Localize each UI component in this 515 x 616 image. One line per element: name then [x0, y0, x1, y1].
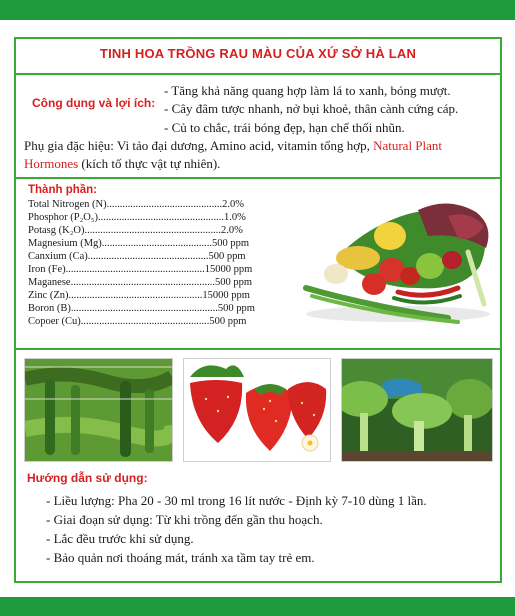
- additive-highlight: Hormones: [24, 156, 79, 171]
- ingredient-row: [28, 263, 252, 276]
- ingredient-dots: ..............................................: [87, 251, 209, 262]
- additive-prefix: Phụ gia đặc hiệu: Vi tảo đại dương, Amino acid, vitamin tổng hợp,: [24, 138, 370, 153]
- ingredient-name: Phosphor (P₂O₅): [28, 212, 99, 223]
- ingredient-dots: ....................................................: [84, 225, 221, 236]
- ingredient-dots: ................................................: [98, 212, 225, 223]
- ingredient-name: Magnesium (Mg): [28, 238, 102, 249]
- ingredient-value: 500 ppm: [209, 316, 247, 327]
- ingredient-dots: .....................................................: [65, 264, 205, 275]
- ingredient-value: 500 ppm: [208, 251, 246, 262]
- bottom-green-band: [0, 597, 515, 616]
- ingredient-name: Copoer (Cu): [28, 316, 81, 327]
- ingredient-row: [28, 211, 246, 224]
- strawberry-photo: [183, 358, 331, 462]
- ingredient-name: Zinc (Zn): [28, 290, 69, 301]
- ingredient-value: 500 ppm: [212, 238, 250, 249]
- ingredient-value: 15000 ppm: [204, 264, 253, 275]
- ingredient-row: [28, 198, 244, 211]
- ingredient-value: 1.0%: [224, 212, 246, 223]
- ingredient-value: 2.0%: [220, 225, 243, 236]
- ingredient-value: 15000 ppm: [202, 290, 250, 301]
- ingredient-row: [28, 237, 249, 250]
- ingredient-row: [28, 276, 252, 289]
- benefits-label: Công dụng và lợi ích:: [32, 96, 156, 110]
- page-title: TINH HOA TRỒNG RAU MÀU CỦA XỨ SỞ HÀ LAN: [99, 46, 417, 61]
- ingredient-row: [28, 289, 250, 302]
- ingredient-name: Potasg (K₂O): [28, 225, 85, 236]
- usage-item: - Bảo quản nơi thoáng mát, tránh xa tầm tay trẻ em.: [46, 550, 315, 565]
- additive-highlight: Natural Plant: [373, 138, 443, 153]
- ingredient-dots: ............................................: [106, 199, 223, 210]
- title-divider: [14, 73, 502, 75]
- ingredient-dots: .................................................: [80, 316, 210, 327]
- cucumber-image: [25, 359, 172, 461]
- ingredient-name: Boron (B): [28, 303, 71, 314]
- ingredients-label: Thành phần:: [28, 184, 97, 196]
- ingredient-dots: ........................................................: [70, 303, 218, 314]
- cucumber-photo: [24, 358, 173, 462]
- ingredient-value: 500 ppm: [214, 277, 252, 288]
- usage-item: - Giai đoạn sử dụng: Từ khi trồng đến gần thu hoạch.: [46, 512, 323, 527]
- additive-line-1: [24, 137, 442, 154]
- additive-suffix: (kích tố thực vật tự nhiên).: [81, 156, 221, 171]
- strawberry-image: [184, 359, 330, 461]
- ingredient-name: Total Nitrogen (N): [28, 199, 107, 210]
- ingredient-dots: ..........................................: [101, 238, 213, 249]
- additive-line-2: [24, 155, 220, 172]
- bokchoy-photo: [341, 358, 493, 462]
- ingredient-name: Canxium (Ca): [28, 251, 88, 262]
- ingredient-value: 500 ppm: [217, 303, 255, 314]
- vegetables-illustration: [298, 196, 498, 326]
- benefit-item: - Tăng khả năng quang hợp làm lá to xanh, bóng mượt.: [164, 83, 451, 98]
- top-green-band: [0, 0, 515, 20]
- ingredient-row: [28, 224, 243, 237]
- usage-item: - Lắc đều trước khi sử dụng.: [46, 531, 194, 546]
- ingredient-row: [28, 315, 246, 328]
- benefit-item: - Cây đâm tược nhanh, nở bụi khoẻ, thân cành cứng cáp.: [164, 101, 459, 116]
- ingredient-row: [28, 302, 255, 315]
- ingredient-dots: ...................................................: [68, 290, 203, 301]
- bokchoy-image: [342, 359, 492, 461]
- ingredient-dots: .......................................................: [70, 277, 215, 288]
- ingredient-value: 2.0%: [222, 199, 244, 210]
- benefit-item: - Củ to chắc, trái bóng đẹp, hạn chế thối nhũn.: [164, 120, 405, 135]
- ingredient-name: Iron (Fe): [28, 264, 66, 275]
- ingredient-row: [28, 250, 246, 263]
- usage-label: Hướng dẫn sử dụng:: [27, 471, 148, 485]
- benefits-divider: [14, 177, 502, 179]
- ingredients-divider: [14, 348, 502, 350]
- ingredient-name: Maganese: [28, 277, 71, 288]
- usage-item: - Liều lượng: Pha 20 - 30 ml trong 16 lít nước - Định kỳ 7-10 dùng 1 lần.: [46, 493, 427, 508]
